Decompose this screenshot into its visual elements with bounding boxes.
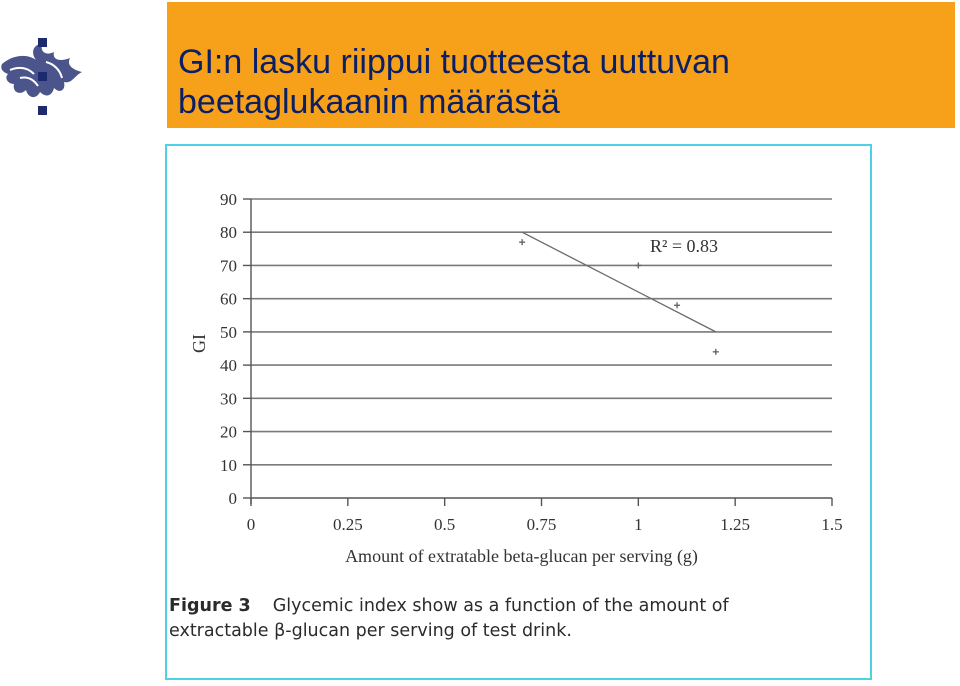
y-tick-label: 30 [220, 389, 237, 409]
x-tick-label: 0 [246, 515, 256, 534]
caption-line-1 [169, 594, 869, 619]
caption-line-2: extractable β-glucan per serving of test drink. [169, 621, 572, 641]
x-tick-label: 1 [634, 515, 643, 534]
figure-caption [169, 594, 869, 644]
title-line-1: GI:n lasku riippui tuotteesta uuttuvan [178, 43, 730, 81]
caption-figure-label: Figure 3 [169, 596, 251, 616]
data-point [713, 349, 719, 355]
x-tick-label: 1.5 [821, 515, 843, 534]
x-tick-label: 0.75 [526, 515, 557, 534]
x-axis-label: Amount of extratable beta-glucan per serving (g) [345, 546, 698, 566]
x-tick-label: 1.25 [720, 515, 751, 534]
caption-text-1: Glycemic index show as a function of the amount of [272, 596, 729, 616]
data-point [635, 262, 641, 268]
y-tick-label: 80 [220, 223, 237, 243]
slide-title [167, 2, 955, 128]
y-tick-label: 50 [220, 322, 237, 342]
data-point [519, 239, 525, 245]
y-tick-label: 20 [220, 422, 237, 442]
flame-logo-icon [0, 32, 90, 122]
x-tick-label: 0.25 [332, 515, 363, 534]
gi-scatter-chart [167, 146, 870, 586]
figure-frame [165, 144, 872, 680]
x-tick-label: 0.5 [434, 515, 456, 534]
y-axis-label: GI [189, 334, 209, 353]
y-tick-label: 0 [228, 489, 237, 508]
r-squared-annotation: R² = 0.83 [649, 236, 719, 257]
y-tick-label: 10 [220, 455, 237, 475]
y-tick-label: 70 [220, 256, 237, 276]
data-point [674, 302, 680, 308]
y-tick-label: 60 [220, 289, 237, 309]
y-tick-label: 90 [220, 190, 237, 209]
y-tick-label: 40 [220, 356, 237, 376]
title-line-2: beetaglukaanin määrästä [178, 83, 560, 121]
university-logo [0, 32, 90, 122]
